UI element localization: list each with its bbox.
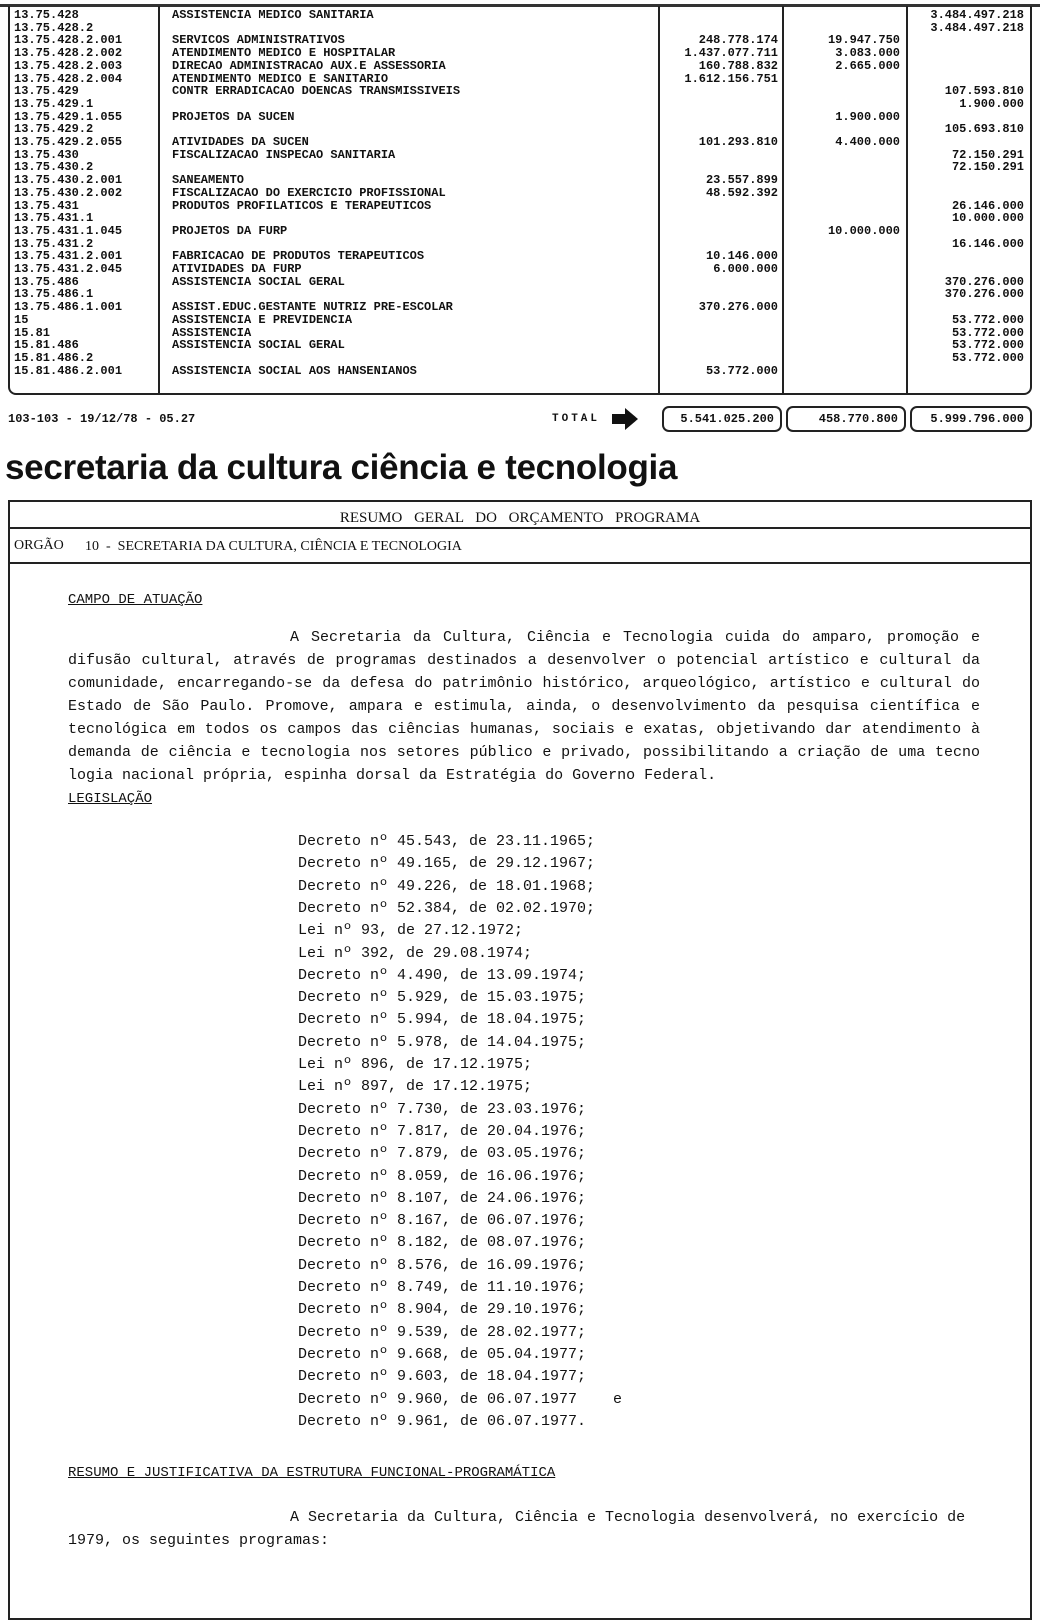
- cell-c3: [910, 225, 1024, 238]
- cell-c3: 105.693.810: [944, 122, 1024, 137]
- cell-c3: [910, 365, 1024, 378]
- cell-desc: ASSISTENCIA SOCIAL AOS HANSENIANOS: [172, 363, 417, 378]
- total-col2: 458.770.800: [786, 406, 906, 432]
- legislacao-item: Decreto nº 4.490, de 13.09.1974;: [298, 966, 587, 984]
- cell-desc: ATENDIMENTO MEDICO E SANITARIO: [172, 71, 389, 86]
- cell-c1: [662, 149, 778, 162]
- cell-code: 13.75.428.2: [14, 20, 94, 35]
- footer-stamp: 103-103 - 19/12/78 - 05.27: [8, 412, 196, 426]
- column-divider: [782, 6, 784, 395]
- legislacao-item: Decreto nº 9.539, de 28.02.1977;: [298, 1323, 587, 1341]
- cell-c1: 248.778.174: [698, 33, 778, 48]
- cell-code: 13.75.428.2.001: [14, 33, 123, 48]
- cell-c2: [786, 263, 900, 276]
- column-divider: [906, 6, 908, 395]
- cell-desc: FISCALIZACAO DO EXERCICIO PROFISSIONAL: [172, 185, 446, 200]
- cell-c1: [662, 327, 778, 340]
- cell-code: 13.75.486.1.001: [14, 300, 123, 315]
- cell-c1: 1.612.156.751: [684, 71, 778, 86]
- cell-c2: [786, 85, 900, 98]
- cell-c1: [662, 276, 778, 289]
- cell-c2: [786, 9, 900, 22]
- cell-c3: 53.772.000: [951, 312, 1024, 327]
- cell-c2: [786, 301, 900, 314]
- cell-desc: ASSISTENCIA: [172, 325, 252, 340]
- cell-c2: [786, 339, 900, 352]
- cell-c2: [786, 187, 900, 200]
- cell-desc: ASSIST.EDUC.GESTANTE NUTRIZ PRE-ESCOLAR: [172, 300, 453, 315]
- legislacao-item: Decreto nº 7.817, de 20.04.1976;: [298, 1122, 587, 1140]
- cell-c1: 101.293.810: [698, 135, 778, 149]
- cell-desc: SERVICOS ADMINISTRATIVOS: [172, 33, 345, 48]
- cell-code: 13.75.429.2: [14, 122, 94, 137]
- resumo-line: A Secretaria da Cultura, Ciência e Tecnologia desenvolverá, no exercício de: [290, 1509, 966, 1526]
- legislacao-item: Decreto nº 49.165, de 29.12.1967;: [298, 855, 596, 873]
- cell-code: 13.75.431: [14, 198, 79, 213]
- cell-c2: 1.900.000: [835, 109, 900, 124]
- legislacao-item: Decreto nº 45.543, de 23.11.1965;: [298, 833, 596, 850]
- legislacao-item: Lei nº 392, de 29.08.1974;: [298, 944, 533, 962]
- cell-c3: 3.484.497.218: [930, 20, 1024, 35]
- cell-c3: 72.150.291: [951, 147, 1024, 162]
- legislacao-item: Decreto nº 8.107, de 24.06.1976;: [298, 1189, 587, 1207]
- arrow-right-icon: [612, 408, 638, 430]
- legislacao-item: Lei nº 93, de 27.12.1972;: [298, 922, 524, 940]
- cell-desc: ATIVIDADES DA FURP: [172, 262, 302, 276]
- cell-c2: 4.400.000: [835, 135, 900, 149]
- cell-c1: [662, 98, 778, 111]
- cell-c1: [662, 352, 778, 365]
- cell-c2: [786, 365, 900, 378]
- cell-c3: 3.484.497.218: [930, 8, 1024, 22]
- cell-c3: [910, 187, 1024, 200]
- legislacao-item: Decreto nº 9.668, de 05.04.1977;: [298, 1345, 587, 1363]
- cell-code: 13.75.429.1.055: [14, 109, 123, 124]
- cell-desc: ASSISTENCIA MEDICO SANITARIA: [172, 8, 374, 22]
- resumo-title: RESUMO E JUSTIFICATIVA DA ESTRUTURA FUNCIONAL-PROGRAMÁTICA: [68, 1465, 556, 1481]
- legislacao-item: Decreto nº 5.929, de 15.03.1975;: [298, 989, 587, 1007]
- cell-c2: [786, 98, 900, 111]
- cell-c1: 160.788.832: [698, 58, 778, 73]
- campo-line: demanda de ciência e tecnologia nos setores público e privado, possibilitando a criação de uma tecno: [68, 744, 980, 761]
- cell-c3: [910, 174, 1024, 187]
- cell-code: 13.75.430.2: [14, 160, 94, 175]
- legislacao-item: Decreto nº 8.167, de 06.07.1976;: [298, 1212, 587, 1230]
- cell-c3: [910, 34, 1024, 47]
- cell-code: 15.81.486.2.001: [14, 363, 123, 378]
- cell-c2: 3.083.000: [835, 46, 900, 61]
- legislacao-item: Decreto nº 9.603, de 18.04.1977;: [298, 1368, 587, 1386]
- legislacao-item: Lei nº 896, de 17.12.1975;: [298, 1056, 533, 1073]
- cell-c2: [786, 174, 900, 187]
- cell-c1: 10.146.000: [705, 249, 778, 264]
- cell-c1: [662, 225, 778, 238]
- cell-c3: 1.900.000: [959, 96, 1024, 111]
- cell-c1: [662, 200, 778, 213]
- cell-c2: [786, 327, 900, 340]
- cell-c2: 2.665.000: [835, 58, 900, 73]
- legislacao-item: Decreto nº 9.960, de 06.07.1977 e: [298, 1390, 623, 1408]
- total-col3: 5.999.796.000: [910, 406, 1032, 432]
- legislacao-item: Decreto nº 7.730, de 23.03.1976;: [298, 1100, 587, 1118]
- legislacao-title: LEGISLAÇÃO: [68, 791, 153, 807]
- cell-code: 13.75.431.2.001: [14, 249, 123, 264]
- cell-code: 13.75.429: [14, 84, 79, 99]
- cell-c2: 10.000.000: [827, 223, 900, 238]
- cell-code: 13.75.428.2.002: [14, 46, 123, 61]
- cell-c3: 10.000.000: [951, 211, 1024, 226]
- section-heading: secretaria da cultura ciência e tecnologia: [5, 448, 678, 487]
- cell-c3: 72.150.291: [951, 160, 1024, 175]
- cell-code: 13.75.431.1: [14, 211, 94, 226]
- cell-c3: [910, 60, 1024, 73]
- legislacao-item: Decreto nº 7.879, de 03.05.1976;: [298, 1145, 587, 1163]
- orgao-label: ORGÃO: [14, 538, 64, 553]
- cell-desc: FISCALIZACAO INSPECAO SANITARIA: [172, 147, 396, 162]
- campo-title: CAMPO DE ATUAÇÃO: [68, 592, 203, 608]
- cell-c1: 1.437.077.711: [684, 46, 778, 61]
- column-divider: [158, 6, 160, 395]
- cell-c3: 370.276.000: [944, 274, 1024, 289]
- campo-line: tecnológica em todos os campos das ciências humanas, sociais e exatas, objetivando dar atendimento à: [68, 721, 980, 738]
- campo-line: logia nacional própria, espinha dorsal da Estratégia do Governo Federal.: [68, 767, 717, 784]
- cell-code: 13.75.428: [14, 8, 79, 22]
- cell-desc: ASSISTENCIA SOCIAL GERAL: [172, 338, 345, 353]
- cell-c1: [662, 339, 778, 352]
- cell-c3: 107.593.810: [944, 84, 1024, 99]
- legislacao-item: Decreto nº 49.226, de 18.01.1968;: [298, 877, 596, 895]
- cell-code: 13.75.486: [14, 274, 79, 289]
- cell-c3: 26.146.000: [951, 198, 1024, 213]
- cell-desc: SANEAMENTO: [172, 173, 245, 188]
- cell-desc: FABRICACAO DE PRODUTOS TERAPEUTICOS: [172, 249, 425, 264]
- cell-c1: [662, 314, 778, 327]
- legislacao-item: Decreto nº 5.978, de 14.04.1975;: [298, 1033, 587, 1051]
- campo-line: difusão cultural, através de programas destinados a desenvolver o potencial artístico e cultural da: [68, 652, 980, 669]
- campo-line: A Secretaria da Cultura, Ciência e Tecnologia cuida do amparo, promoção e: [290, 629, 980, 646]
- cell-c1: 6.000.000: [713, 262, 778, 276]
- legislacao-item: Decreto nº 52.384, de 02.02.1970;: [298, 899, 596, 917]
- cell-desc: DIRECAO ADMINISTRACAO AUX.E ASSESSORIA: [172, 58, 446, 73]
- legislacao-item: Decreto nº 8.182, de 08.07.1976;: [298, 1234, 587, 1252]
- cell-c2: [786, 238, 900, 251]
- cell-c2: [786, 200, 900, 213]
- cell-c3: 53.772.000: [951, 325, 1024, 340]
- cell-c2: 19.947.750: [827, 33, 900, 48]
- cell-code: 13.75.431.2.045: [14, 262, 123, 276]
- cell-c3: 16.146.000: [951, 236, 1024, 251]
- cell-c2: [786, 276, 900, 289]
- cell-c1: [662, 9, 778, 22]
- summary-title: RESUMO GERAL DO ORÇAMENTO PROGRAMA: [339, 510, 701, 526]
- cell-code: 13.75.429.2.055: [14, 135, 123, 149]
- legislacao-item: Decreto nº 8.576, de 16.09.1976;: [298, 1256, 587, 1274]
- cell-code: 15: [14, 312, 29, 327]
- cell-c1: 53.772.000: [705, 363, 778, 378]
- cell-desc: ATENDIMENTO MEDICO E HOSPITALAR: [172, 46, 396, 61]
- campo-line: Estado de São Paulo. Promove, ampara e estimula, ainda, o desenvolvimento da pesquisa científica e: [68, 698, 980, 715]
- cell-c2: [786, 149, 900, 162]
- cell-c1: 48.592.392: [705, 185, 778, 200]
- cell-c1: [662, 111, 778, 124]
- cell-code: 13.75.428.2.004: [14, 71, 123, 86]
- total-label: TOTAL: [552, 413, 601, 425]
- campo-line: comunidade, encarregando-se da defesa do patrimônio histórico, arqueológico, artístico e cultural do: [68, 675, 980, 692]
- cell-c2: [786, 314, 900, 327]
- orgao-value: 10 - SECRETARIA DA CULTURA, CIÊNCIA E TECNOLOGIA: [85, 539, 462, 554]
- resumo-line: 1979, os seguintes programas:: [68, 1532, 330, 1549]
- cell-desc: ASSISTENCIA SOCIAL GERAL: [172, 274, 345, 289]
- cell-c1: 23.557.899: [705, 173, 778, 188]
- legislacao-item: Decreto nº 8.749, de 11.10.1976;: [298, 1279, 587, 1296]
- cell-desc: PROJETOS DA FURP: [172, 223, 288, 238]
- cell-code: 13.75.431.1.045: [14, 223, 123, 238]
- cell-c3: 370.276.000: [944, 287, 1024, 302]
- legislacao-item: Decreto nº 5.994, de 18.04.1975;: [298, 1011, 587, 1029]
- cell-c1: [662, 212, 778, 225]
- cell-code: 13.75.429.1: [14, 96, 94, 111]
- column-divider: [658, 6, 660, 395]
- cell-c3: [910, 250, 1024, 263]
- cell-c2: [786, 250, 900, 263]
- cell-code: 13.75.428.2.003: [14, 58, 123, 73]
- cell-code: 15.81: [14, 325, 51, 340]
- legislacao-item: Decreto nº 8.059, de 16.06.1976;: [298, 1167, 587, 1185]
- cell-c2: [786, 288, 900, 301]
- divider: [8, 527, 1032, 529]
- cell-desc: CONTR ERRADICACAO DOENCAS TRANSMISSIVEIS: [172, 84, 461, 99]
- total-col1: 5.541.025.200: [662, 406, 782, 432]
- cell-c1: [662, 85, 778, 98]
- cell-desc: ATIVIDADES DA SUCEN: [172, 135, 309, 149]
- divider: [8, 562, 1032, 564]
- cell-code: 13.75.486.1: [14, 287, 94, 302]
- cell-desc: PROJETOS DA SUCEN: [172, 109, 295, 124]
- cell-code: 15.81.486: [14, 338, 79, 353]
- cell-desc: PRODUTOS PROFILATICOS E TERAPEUTICOS: [172, 198, 432, 213]
- cell-c2: [786, 352, 900, 365]
- legislacao-item: Lei nº 897, de 17.12.1975;: [298, 1078, 533, 1096]
- cell-c3: 53.772.000: [951, 338, 1024, 353]
- cell-desc: ASSISTENCIA E PREVIDENCIA: [172, 312, 353, 327]
- legislacao-item: Decreto nº 9.961, de 06.07.1977.: [298, 1412, 587, 1430]
- cell-c3: 53.772.000: [951, 350, 1024, 365]
- cell-code: 13.75.430.2.001: [14, 173, 123, 188]
- cell-code: 13.75.430: [14, 147, 79, 162]
- legislacao-item: Decreto nº 8.904, de 29.10.1976;: [298, 1301, 587, 1319]
- cell-code: 13.75.430.2.002: [14, 185, 123, 200]
- cell-c3: [910, 47, 1024, 60]
- cell-c1: 370.276.000: [698, 300, 778, 315]
- cell-code: 13.75.431.2: [14, 236, 94, 251]
- cell-c2: [786, 73, 900, 86]
- cell-code: 15.81.486.2: [14, 350, 94, 365]
- cell-c2: [786, 161, 900, 174]
